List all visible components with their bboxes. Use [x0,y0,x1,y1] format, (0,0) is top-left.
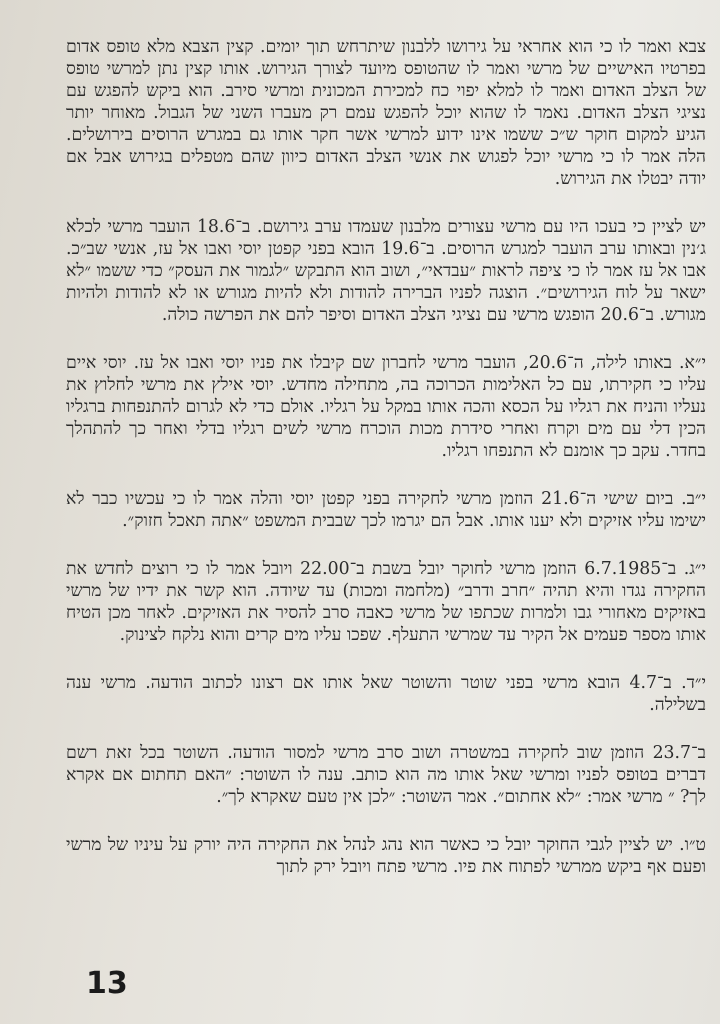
paragraph-deportation-preparation: צבא ואמר לו כי הוא אחראי על גירושו ללבנון שיתרחש תוך יומים. קצין הצבא מלא טופס אדום בפרטיו האישיים של מרשי ואמר לו שהטופס מיועד לצורך הגירוש. אותו קצין נתן למרשי טופס של הצלב האדום ואמר לו למלא יפוי כח למכירת המכונית ומרשי סירב. הוא ביקש להפגש עם נציגי הצלב האדום. נאמר לו שהוא יוכל להפגש עמם רק מעברו השני של הגבול. מאוחר יותר הגיע למקום חוקר ש״כ ששמו אינו ידוע למרשי אשר חקר אותו גם במגרש הרוסים בירושלים. הלה אמר לו כי מרשי יוכל לפגוש את אנשי הצלב האדום כיוון שהם מטפלים בגירוש אבל אם יודה יבטלו את הגירוש. [66,37,706,189]
paragraph-12-friday: י״ב. ביום שישי ה־21.6 הוזמן מרשי לחקירה בפני קפטן יוסי והלה אמר לו כי עכשיו כבר לא ישימו עליו אזיקים ולא יענו אותו. אבל הם יגרמו לכך שבבית המשפט ״אתה תאכל חזוק״. [66,489,706,531]
paragraph-15-spitting: ט״ו. יש לציין לגבי החוקר יובל כי כאשר הוא נהג לנהל את החקירה היה יורק על עיניו של מרשי ופעם אף ביקש ממרשי לפתוח את פיו. מרשי פתח ויובל ירק לתוך [66,835,706,877]
paragraph-11-hebron: י״א. באותו לילה, ה־20.6, הועבר מרשי לחברון שם קיבלו את פניו יוסי ואבו אל עז. יוסי איים עליו כי חקירתו, עם כל האלימות הכרוכה בה, מתחילה מחדש. יוסי אילץ את מרשי לחלוץ את נעליו והניח את רגליו על הכסא והכה אותו במקל על רגליו. אולם כדי לא לגרום להתנפחות ברגליו הכין דלי עם מים וקרח ואחרי סידרת מכות הוכרח מרשי לשים רגליו בדלי ואחר כך להתהלך בחדר. עקב כך אומנם לא התנפחו רגליו. [66,353,706,461]
paragraph-akko-detainees: יש לציין כי בעכו היו עם מרשי עצורים מלבנון שעמדו ערב גירושם. ב־18.6 הועבר מרשי לכלא ג׳נין ובאותו ערב הועבר למגרש הרוסים. ב־19.6 הובא בפני קפטן יוסי ואבו אל עז, אנשי שב״כ. אבו אל עז אמר לו כי ציפה לראות ״עבדאי״, ושוב הוא התבקש ״לגמור את העסק״ כדי ששמו ״לא ישאר על לוח הגירושים״. הוצגה לפניו הברירה להודות ולא להיות מגורש או לא להודות ולהיות מגורש. ב־20.6 הופגש מרשי עם נציגי הצלב האדום וסיפר להם את הפרשה כולה. [66,217,707,325]
page-body [66,36,706,878]
paragraph-13-yuval: י״ג. ב־6.7.1985 הוזמן מרשי לחוקר יובל בשבת ב־22.00 ויובל אמר לו כי רוצים לחדש את החקירה נגדו והיא תהיה ״חרב ודרב״ (מלחמה ומכות) עד שיודה. הוא קשר את ידיו של מרשי באזיקים מאחורי גבו ולמרות שכתפו של מרשי כאבה סרב להסיר את האזיקים. לאחר מכן הטיח אותו מספר פעמים אל הקיר עד שמרשי התעלף. שפכו עליו מים קרים והוא נלקח לצינוק. [66,559,706,645]
paragraph-23-7-statement: ב־23.7 הוזמן שוב לחקירה במשטרה ושוב סרב מרשי למסור הודעה. השוטר בכל זאת רשם דברים בטופס לפניו ומרשי שאל אותו מה הוא כותב. ענה לו השוטר: ״האם תחתום אם אקרא לך? ״ מרשי אמר: ״לא אחתום״. אמר השוטר: ״לכן אין טעם שאקרא לך״. [66,743,706,807]
page-number: 13 [86,966,128,1001]
paragraph-14-police: י״ד. ב־4.7 הובא מרשי בפני שוטר והשוטר שאל אותו אם רצונו לכתוב הודעה. מרשי ענה בשלילה. [66,673,706,715]
